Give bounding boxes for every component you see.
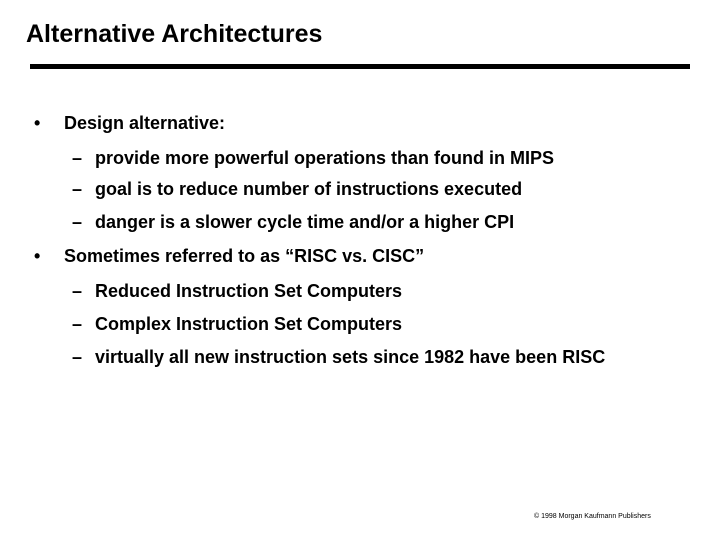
sub-item xyxy=(72,178,615,200)
sub-item xyxy=(72,280,615,302)
sub-item-text: danger is a slower cycle time and/or a higher CPI xyxy=(95,212,515,232)
bullet-item xyxy=(34,245,424,267)
dash-marker: – xyxy=(72,347,83,367)
sub-item xyxy=(72,211,615,233)
sub-item-text: Reduced Instruction Set Computers xyxy=(95,281,403,301)
title-divider xyxy=(30,64,690,69)
sub-item-text: Complex Instruction Set Computers xyxy=(95,314,403,334)
sub-item-text: provide more powerful operations than found in MIPS xyxy=(95,148,555,168)
bullet-text: Sometimes referred to as “RISC vs. CISC” xyxy=(64,246,425,266)
copyright-footer: © 1998 Morgan Kaufmann Publishers xyxy=(534,513,651,520)
sub-item xyxy=(72,147,615,169)
sub-item xyxy=(72,346,610,373)
sub-item-text: virtually all new instruction sets since 1982 have been RISC xyxy=(95,347,606,367)
sub-item xyxy=(72,313,615,335)
sub-item-text: goal is to reduce number of instructions executed xyxy=(95,179,523,199)
bullet-marker: • xyxy=(34,246,41,266)
dash-marker: – xyxy=(72,179,83,199)
bullet-item xyxy=(34,112,225,134)
slide-title: Alternative Architectures xyxy=(26,20,323,48)
dash-marker: – xyxy=(72,148,83,168)
dash-marker: – xyxy=(72,212,83,232)
bullet-text: Design alternative: xyxy=(64,113,226,133)
bullet-marker: • xyxy=(34,113,41,133)
dash-marker: – xyxy=(72,314,83,334)
dash-marker: – xyxy=(72,281,83,301)
